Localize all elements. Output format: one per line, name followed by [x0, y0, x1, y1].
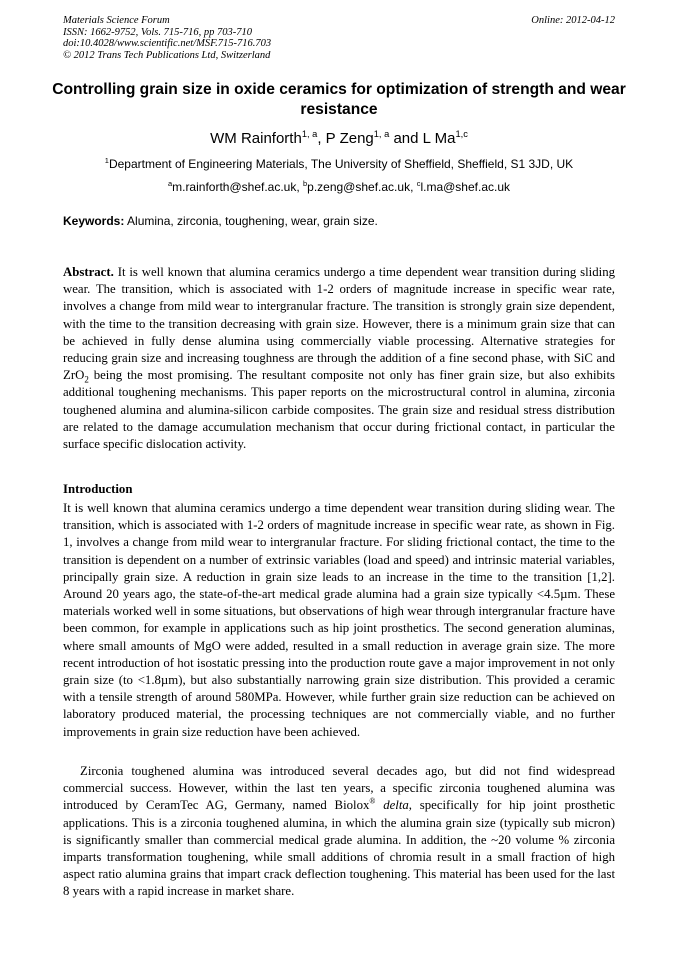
keywords-label: Keywords:	[63, 214, 125, 228]
abstract-text: being the most promising. The resultant composite not only has finer grain size, but also exhibits additional toughening mechanisms. This paper reports on the microstructural control in alumina, zirconia toughened alumina and alumina-silicon carbide composites. The grain size and residual stress distribution are related to the damage accumulation mechanism that occur during frictional contact, in particular the surface specific dislocation activity.	[63, 368, 615, 452]
author-separator: ,	[317, 130, 326, 147]
abstract-label: Abstract.	[63, 265, 114, 279]
author-separator: and	[389, 130, 423, 147]
email-superscript: c	[416, 179, 421, 188]
journal-header	[63, 15, 615, 61]
copyright-line: © 2012 Trans Tech Publications Ltd, Switzerland	[63, 49, 271, 61]
author-superscript: 1,c	[455, 129, 468, 139]
affiliation-text: Department of Engineering Materials, The University of Sheffield, Sheffield, S1 3JD, UK	[108, 157, 574, 171]
keywords-text: Alumina, zirconia, toughening, wear, grain size.	[124, 214, 378, 228]
author-superscript: 1, a	[373, 129, 390, 139]
section-heading-introduction: Introduction	[63, 482, 133, 496]
affiliation	[0, 157, 678, 172]
abstract-subscript: 2	[84, 374, 89, 385]
intro-paragraph-1: It is well known that alumina ceramics undergo a time dependent wear transition during sliding wear. The transition, which is associated with 1-2 orders of magnitude increase in specific wear rate, as shown in Fig. 1, involves a change from mild wear to intergranular fracture. For sliding frictional contact, the time to the transition is dependent on a number of extrinsic variables (load and speed) and intrinsic material variables, principally grain size. A reduction in grain size leads to an increase in the time to the transition [1,2]. Around 20 years ago, the state-of-the-art medical grade alumina had a grain size typically <4.5µm. These materials worked well in some situations, but observations of high wear through intergranular fracture have been common, for example in applications such as hip joint prosthetics. The second generation aluminas, where small amounts of MgO were added, resulted in a small reduction in average grain size. The more recent introduction of hot isostatic pressing into the production route gave a major improvement in not only grain size (to <1.8µm), but also substantially narrowing grain size distribution. This provided a ceramic with a tensile strength of around 580MPa. However, while further grain size reduction can be achieved on laboratory produced material, the processing techniques are not commercially viable, and no further improvements in grain size reduction have been achieved.	[63, 501, 615, 739]
author-emails	[0, 180, 678, 195]
author-list	[0, 129, 678, 149]
author-name: L Ma	[422, 130, 456, 147]
paragraph-text: Zirconia toughened alumina was introduced several decades ago, but did not find widespread commercial success. However, within the last ten years, a specific zirconia toughened alumina was introduced by CeramTec AG, Germany, named Biolox	[63, 764, 615, 813]
email-superscript: a	[167, 179, 173, 188]
keywords	[63, 214, 615, 229]
registered-mark: ®	[369, 797, 376, 807]
author-name: WM Rainforth	[210, 130, 302, 147]
email-address: p.zeng@shef.ac.uk,	[307, 180, 417, 194]
journal-name: Materials Science Forum	[63, 15, 170, 26]
online-date: Online: 2012-04-12	[531, 15, 615, 26]
paper-title: Controlling grain size in oxide ceramics for optimization of strength and wear resistance	[52, 81, 626, 118]
abstract	[63, 264, 615, 453]
author-name: P Zeng	[325, 130, 374, 147]
paragraph-text: , specifically for hip joint prosthetic applications. This is a zirconia toughened alumina, in which the alumina grain size (typically sub micron) is significantly smaller than commercial medical grade alumina. In addition, the ~20 volume % zirconia imparts transformation toughening, while small additions of chromia result in a small fraction of high aspect ratio alumina grains that impart crack deflection toughening. This material has been used for the last 8 years with a rapid increase in market share.	[63, 798, 615, 899]
author-superscript: 1, a	[301, 129, 318, 139]
affiliation-superscript: 1	[104, 156, 109, 165]
email-address: m.rainforth@shef.ac.uk,	[172, 180, 304, 194]
email-address: l.ma@shef.ac.uk	[420, 180, 511, 194]
issn-line: ISSN: 1662-9752, Vols. 715-716, pp 703-710	[63, 26, 252, 38]
abstract-text: It is well known that alumina ceramics undergo a time dependent wear transition during sliding wear. The transition, which is associated with 1-2 orders of magnitude increase in specific wear rate, involves a change from mild wear to intergranular fracture. The transition is strongly grain size dependent, with the time to the transition decreasing with grain size. However, there is a minimum grain size that can be achieved in fully dense alumina using commercially viable processing. Alternative strategies for reducing grain size and increasing toughness are through the addition of a fine second phase, with SiC and ZrO	[63, 265, 615, 383]
doi-line: doi:10.4028/www.scientific.net/MSF.715-716.703	[63, 38, 272, 50]
intro-paragraph-2	[63, 763, 615, 901]
product-name-italic: delta	[375, 798, 409, 813]
email-superscript: b	[303, 179, 308, 188]
